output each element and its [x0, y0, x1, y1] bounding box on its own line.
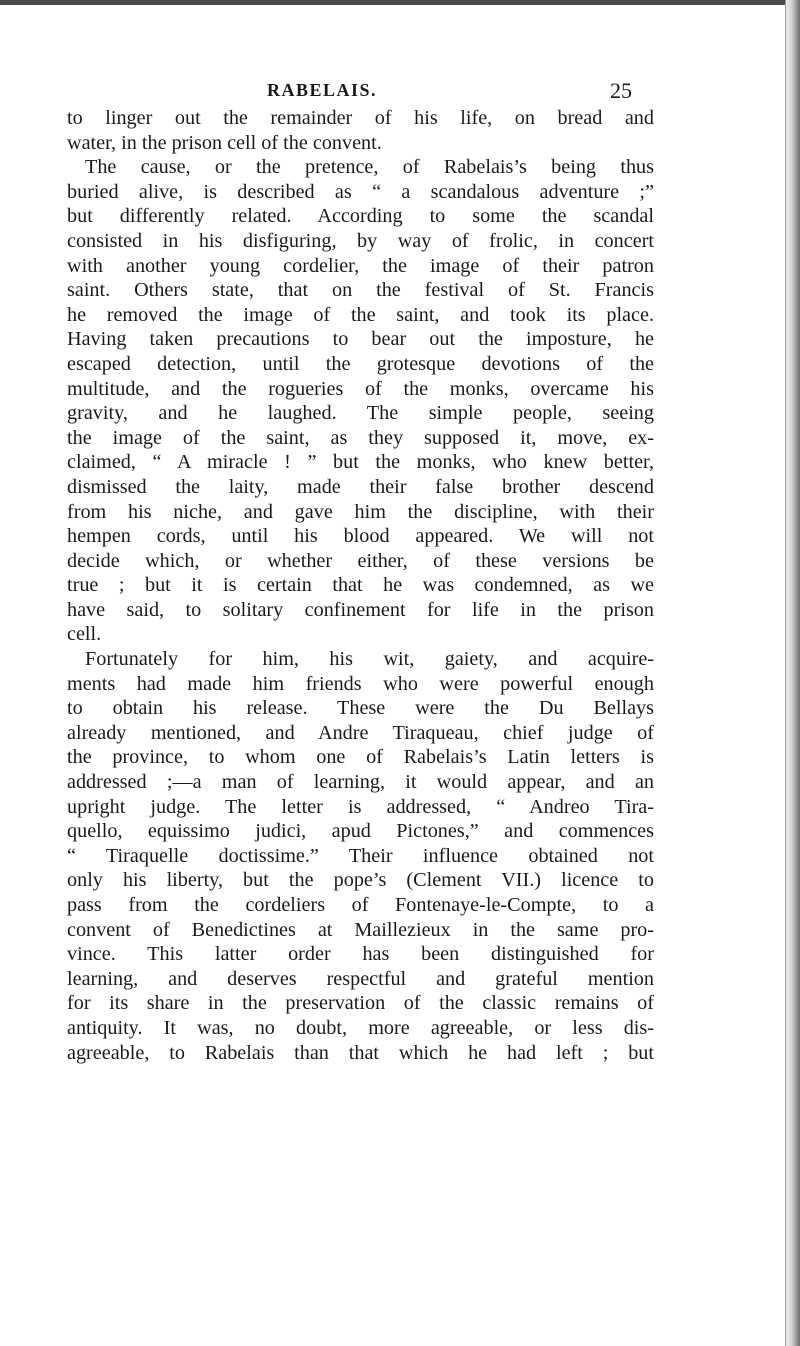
text-line: hempen cords, until his blood appeared. We will not [67, 525, 654, 548]
text-line: gravity, and he laughed. The simple people, seeing [67, 402, 654, 425]
text-line: saint. Others state, that on the festival of St. Francis [67, 279, 654, 302]
text-line: Having taken precautions to bear out the imposture, he [67, 328, 654, 351]
running-head [67, 78, 777, 106]
page-top-edge [0, 0, 800, 5]
text-line: the image of the saint, as they supposed it, move, ex- [67, 426, 654, 449]
text-line: agreeable, to Rabelais than that which he had left ; but [67, 1041, 654, 1064]
text-line: upright judge. The letter is addressed, “ Andreo Tira- [67, 795, 654, 818]
text-line: only his liberty, but the pope’s (Clement VII.) licence to [67, 869, 654, 892]
text-line: to linger out the remainder of his life, on bread and [67, 107, 654, 129]
text-line: true ; but it is certain that he was condemned, as we [67, 574, 654, 597]
text-line: for its share in the preservation of the classic remains of [67, 992, 654, 1015]
text-line: decide which, or whether either, of these versions be [67, 549, 654, 572]
text-line: pass from the cordeliers of Fontenaye-le-Compte, to a [67, 894, 654, 916]
text-line: cell. [67, 623, 102, 646]
text-line: Fortunately for him, his wit, gaiety, and acquire- [85, 648, 654, 671]
text-line: antiquity. It was, no doubt, more agreeable, or less dis- [67, 1016, 654, 1039]
text-line: claimed, “ A miracle ! ” but the monks, who knew better, [67, 451, 654, 474]
body-text [67, 106, 777, 1065]
text-line: multitude, and the rogueries of the monks, overcame his [67, 377, 654, 400]
text-line: the province, to whom one of Rabelais’s Latin letters is [67, 746, 654, 769]
text-line: dismissed the laity, made their false brother descend [67, 475, 654, 498]
text-line: have said, to solitary confinement for life in the prison [67, 598, 654, 621]
text-line: to obtain his release. These were the Du Bellays [67, 697, 654, 720]
text-line: with another young cordelier, the image of their patron [67, 254, 654, 277]
page-number: 25 [610, 78, 632, 103]
text-line: learning, and deserves respectful and grateful mention [67, 967, 654, 990]
text-line: from his niche, and gave him the discipline, with their [67, 500, 654, 523]
text-line: but differently related. According to some the scandal [67, 205, 654, 228]
text-line: buried alive, is described as “ a scandalous adventure ;” [67, 180, 654, 203]
text-line: addressed ;—a man of learning, it would appear, and an [67, 771, 654, 794]
text-line: consisted in his disfiguring, by way of frolic, in concert [67, 229, 654, 252]
text-line: “ Tiraquelle doctissime.” Their influence obtained not [67, 844, 654, 867]
text-line: already mentioned, and Andre Tiraqueau, chief judge of [67, 721, 654, 744]
text-line: escaped detection, until the grotesque devotions of the [67, 352, 654, 375]
text-line: convent of Benedictines at Maillezieux in the same pro- [67, 918, 654, 941]
text-line: The cause, or the pretence, of Rabelais’s being thus [85, 156, 654, 179]
text-line: quello, equissimo judici, apud Pictones,” and commences [67, 820, 654, 843]
text-line: ments had made him friends who were powerful enough [67, 672, 654, 695]
text-line: vince. This latter order has been distinguished for [67, 943, 654, 966]
text-line: water, in the prison cell of the convent. [67, 131, 382, 154]
running-title: RABELAIS. [267, 80, 378, 100]
text-line: he removed the image of the saint, and took its place. [67, 303, 654, 326]
book-page [67, 78, 777, 1065]
page-right-edge [786, 0, 800, 1346]
